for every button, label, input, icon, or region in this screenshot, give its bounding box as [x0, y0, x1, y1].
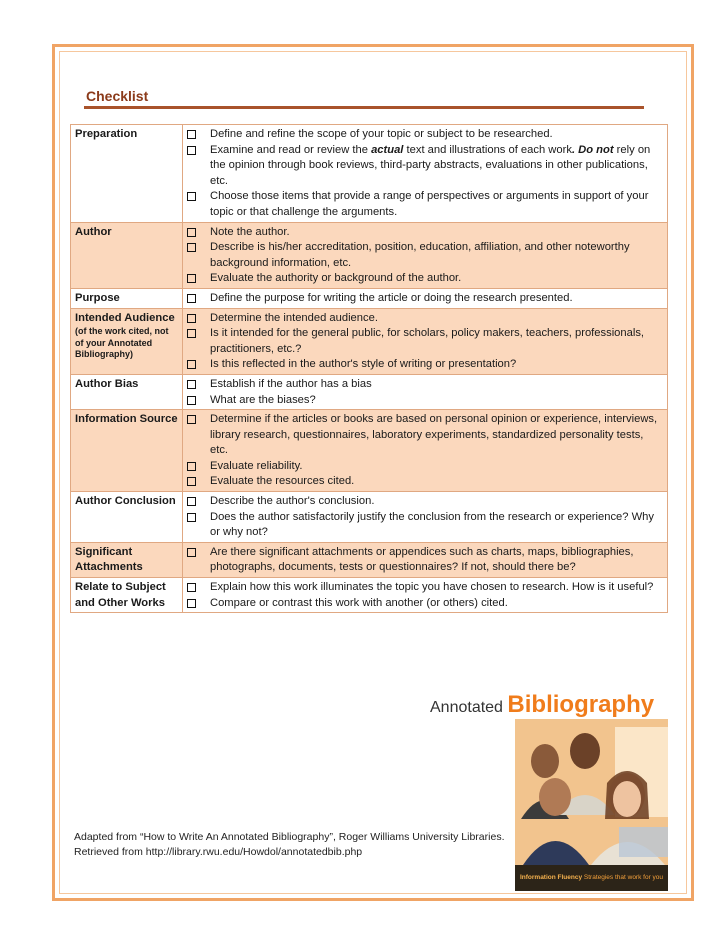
- checkbox-icon[interactable]: [187, 583, 196, 592]
- checklist-row: [71, 542, 668, 577]
- row-items: [183, 542, 668, 577]
- checklist-item-text: Explain how this work illuminates the topic you have chosen to research. How is it useful?: [210, 581, 654, 594]
- row-items: [183, 288, 668, 308]
- row-label-text: Preparation: [75, 128, 138, 140]
- checklist-item-text: Are there significant attachments or appendices such as charts, maps, bibliographies, photographs, documents, tests or questionnaires? If not, should there be?: [210, 545, 634, 574]
- checklist-item: [187, 412, 663, 459]
- checklist-item: [187, 393, 663, 409]
- checklist-item: [187, 225, 663, 241]
- checklist-row: [71, 222, 668, 288]
- checklist-item: [187, 545, 663, 576]
- checkbox-icon[interactable]: [187, 599, 196, 608]
- checklist-item-text: Is it intended for the general public, for scholars, policy makers, teachers, professionals, practitioners, etc.?: [210, 327, 645, 355]
- checklist-item: [187, 474, 663, 490]
- row-label-note: (of the work cited, not of your Annotated Bibliography): [75, 326, 169, 360]
- row-items: [183, 492, 668, 543]
- row-label: [71, 542, 183, 577]
- checkbox-icon[interactable]: [187, 360, 196, 369]
- row-label-text: Author Conclusion: [75, 495, 176, 508]
- checkbox-icon[interactable]: [187, 314, 196, 323]
- row-label-text: Intended Audience: [75, 311, 175, 324]
- row-label: [71, 578, 183, 613]
- checklist-item-text: Choose those items that provide a range of perspectives or arguments in support of your topic or that challenge the arguments.: [210, 190, 649, 218]
- checklist-item-text: Describe is his/her accreditation, position, education, affiliation, and other noteworthy background information, etc.: [210, 241, 630, 269]
- checklist-item-text: Examine and read or review the actual text and illustrations of each work. Do not rely on the opinion through book reviews, third-party abstracts, evaluations in other publications, etc.: [210, 143, 651, 187]
- row-label-text: Author: [75, 225, 112, 238]
- checklist-row: [71, 492, 668, 543]
- cover-title-bibliography: Bibliography: [507, 691, 655, 718]
- checklist-row: [71, 288, 668, 308]
- row-label: [71, 308, 183, 374]
- cover-band-brand: Information Fluency: [519, 874, 583, 881]
- checklist-item: [187, 143, 663, 190]
- checkbox-icon[interactable]: [187, 146, 196, 155]
- checklist-item-text: Determine the intended audience.: [210, 311, 378, 324]
- row-items: [183, 374, 668, 409]
- row-items: [183, 125, 668, 223]
- people-photo-illustration: [515, 719, 668, 865]
- checkbox-icon[interactable]: [187, 192, 196, 201]
- checklist-item-text: Establish if the author has a bias: [210, 377, 372, 390]
- checklist-row: [71, 410, 668, 492]
- checklist-item-text: What are the biases?: [210, 393, 316, 406]
- row-items: [183, 578, 668, 613]
- page-title: Checklist: [86, 88, 149, 104]
- row-label-text: Information Source: [75, 413, 178, 426]
- title-rule: [84, 106, 644, 109]
- source-credit: Adapted from “How to Write An Annotated Bibliography”, Roger Williams University Libraries. Retrieved from http://library.rwu.edu/Howdol/annotatedbib.php: [74, 831, 505, 858]
- checklist-item-text: Does the author satisfactorily justify the conclusion from the research or experience? Why or why not?: [210, 510, 654, 539]
- row-items: [183, 308, 668, 374]
- checklist-item-text: Evaluate the authority or background of the author.: [210, 272, 462, 285]
- checklist-item-text: Is this reflected in the author's style of writing or presentation?: [210, 358, 517, 371]
- row-label: [71, 288, 183, 308]
- checklist-table: [70, 124, 668, 613]
- checkbox-icon[interactable]: [187, 130, 196, 139]
- cover-title: [430, 691, 654, 719]
- row-label-text: Purpose: [75, 291, 120, 304]
- checklist-item-text: Compare or contrast this work with another (or others) cited.: [210, 596, 508, 609]
- checklist-item-text: Evaluate the resources cited.: [210, 475, 355, 488]
- checklist-item: [187, 326, 663, 357]
- checklist-row: [71, 308, 668, 374]
- checklist-item: [187, 494, 663, 510]
- checklist-item: [187, 240, 663, 271]
- checklist-item-text: Define the purpose for writing the article or doing the research presented.: [210, 291, 573, 304]
- row-label: [71, 222, 183, 288]
- row-items: [183, 410, 668, 492]
- cover-band-tagline: Strategies that work for you: [583, 874, 664, 881]
- row-label: [71, 374, 183, 409]
- checklist-item: [187, 596, 663, 612]
- row-label: [71, 125, 183, 223]
- checklist-item: [187, 510, 663, 541]
- checklist-item: [187, 580, 663, 596]
- checklist-row: [71, 578, 668, 613]
- checkbox-icon[interactable]: [187, 462, 196, 471]
- checkbox-icon[interactable]: [187, 294, 196, 303]
- checklist-item-text: Describe the author's conclusion.: [210, 495, 375, 508]
- checklist-item: [187, 271, 663, 287]
- checkbox-icon[interactable]: [187, 380, 196, 389]
- checklist-row: [71, 374, 668, 409]
- checklist-item: [187, 127, 663, 143]
- row-label-text: Author Bias: [75, 377, 139, 390]
- row-label: [71, 492, 183, 543]
- checkbox-icon[interactable]: [187, 274, 196, 283]
- checkbox-icon[interactable]: [187, 243, 196, 252]
- checkbox-icon[interactable]: [187, 477, 196, 486]
- row-label-text: Significant Attachments: [75, 545, 143, 574]
- checklist-item: [187, 459, 663, 475]
- row-items: [183, 222, 668, 288]
- checkbox-icon[interactable]: [187, 228, 196, 237]
- row-label-text: Relate to Subject and Other Works: [75, 581, 166, 609]
- checklist-item-text: Note the author.: [210, 225, 290, 238]
- checklist-item: [187, 357, 663, 373]
- cover-image: [515, 719, 668, 891]
- checklist-item: [187, 311, 663, 327]
- row-label: [71, 410, 183, 492]
- checkbox-icon[interactable]: [187, 396, 196, 405]
- checklist-item: [187, 291, 663, 307]
- checklist-item-text: Determine if the articles or books are based on personal opinion or experience, interviews, library research, questionnaires, laboratory experiments, standardized personality tests, etc.: [210, 413, 658, 457]
- checkbox-icon[interactable]: [187, 548, 196, 557]
- cover-title-annotated: Annotated: [430, 699, 503, 716]
- checklist-item: [187, 189, 663, 220]
- checklist-item-text: Evaluate reliability.: [210, 459, 303, 472]
- checklist-row: [71, 125, 668, 223]
- cover-band: [515, 865, 668, 891]
- checkbox-icon[interactable]: [187, 497, 196, 506]
- checklist-item: [187, 377, 663, 393]
- checkbox-icon[interactable]: [187, 513, 196, 522]
- checkbox-icon[interactable]: [187, 329, 196, 338]
- checkbox-icon[interactable]: [187, 415, 196, 424]
- checklist-item-text: Define and refine the scope of your topic or subject to be researched.: [210, 128, 553, 140]
